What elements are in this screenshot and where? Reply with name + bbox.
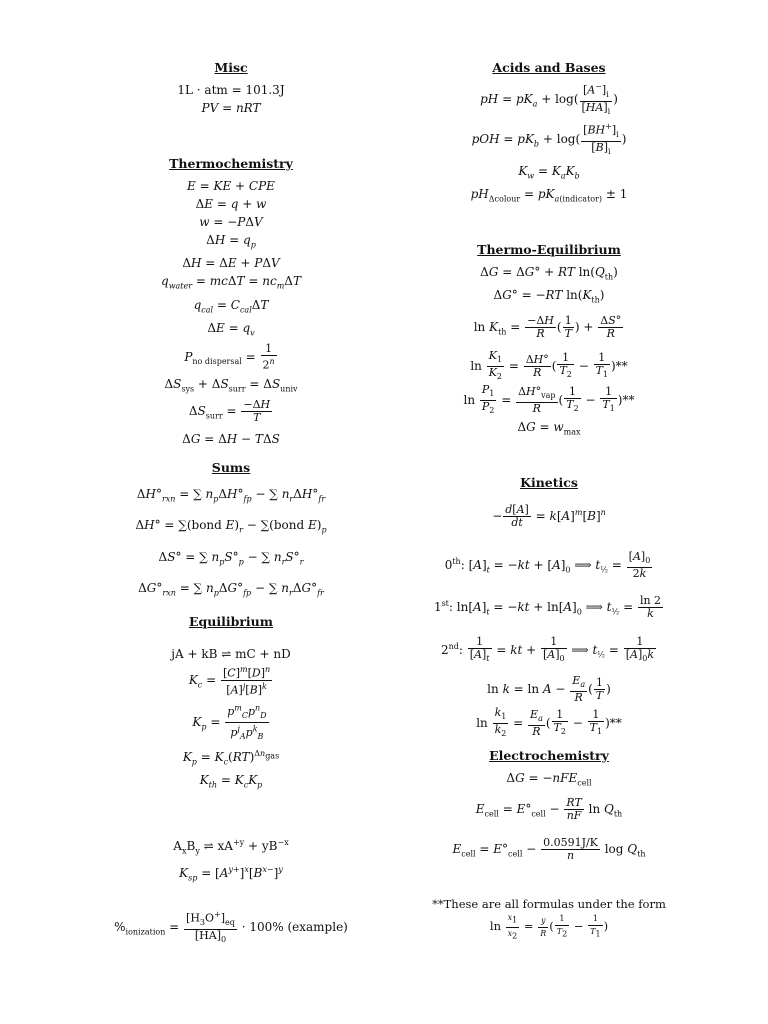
formula-ksp: $K_{sp} = [A^{y+}]^x[B^{x-}]^y$ <box>179 864 283 883</box>
formula-ph-colour: $pH_{\Delta colour} = pK_{a(indicator)} \pm 1$ <box>470 187 628 204</box>
acids-bases-section <box>384 60 714 209</box>
footnote-text: **These are all formulas under the form <box>432 897 666 911</box>
sums-header: Sums <box>211 460 251 475</box>
formula-ln-kth: $\ln K_{th}$ = $\frac{-\Delta H}{R}$ ( $\frac{1}{T}$ ) + $\frac{\Delta S^\circ}{R}$ <box>473 313 622 340</box>
formula-poh: pOH = $pK_b + \log$( $\frac{[BH^+]_i}{[B]_i}$ ) <box>471 122 627 157</box>
formula-kp: $K_p$ = $\frac{p^m_Cp^n_D}{p^j_Ap^k_B}$ <box>192 703 267 742</box>
formula-nernst: $E_{cell} = E^\circ_{cell}$ − $\frac{RT}{nF}$ $\ln Q_{th}$ <box>475 796 623 823</box>
formula-wmax: $\Delta G = w_{max}$ <box>517 419 581 436</box>
formula-rate-law: − $\frac{d[A]}{dt}$ = $k[A]^m[B]^n$ <box>492 503 606 529</box>
formula-p-no-dispersal: $P_{no dispersal}$ = $\frac{1}{2^n}$ <box>184 341 275 372</box>
formula-clausius: ln $\frac{P_1}{P_2}$ = $\frac{\Delta H^\circ_{vap}}{R}$ ( $\frac{1}{T_2}$ − $\frac{1}{T_1}$ )** <box>463 383 635 416</box>
formula-delta-g-k: ΔG° = −RT $\ln(K_{th})$ <box>493 288 605 305</box>
footnote-section <box>384 896 714 942</box>
electrochemistry-header: Electrochemistry <box>489 748 609 763</box>
kinetics-header: Kinetics <box>520 475 578 490</box>
formula-delta-h: ΔH = ΔE + PΔV <box>182 256 280 271</box>
formula-vant-hoff: ln $\frac{K_1}{K_2}$ = $\frac{\Delta H^\circ}{R}$ ( $\frac{1}{T_2}$ − $\frac{1}{T_1}$ )** <box>470 348 628 382</box>
thermo-equilibrium-header: Thermo-Equilibrium <box>477 242 621 257</box>
formula-sum-gibbs: $\Delta G^\circ_{rxn}$ = ∑ $n_p\Delta G^\circ_{fp}$ − ∑ $n_r\Delta G^\circ_{fr}$ <box>138 581 324 598</box>
misc-header: Misc <box>214 60 248 75</box>
formula-first-order: 1st: $\ln[A]_t = -kt + \ln[A]_0$ ⟹ $t_{\frac{1}{2}}$ = $\frac{\ln 2}{k}$ <box>433 594 662 621</box>
formula-q-water: $q_{water} = mc\Delta T = nc_m\Delta T$ <box>161 274 301 291</box>
equilibrium-section <box>66 614 396 950</box>
formula-energy: E = KE + CPE <box>187 179 275 193</box>
formula-kw: $K_w = K_aK_b$ <box>518 163 580 181</box>
thermo-equilibrium-section <box>384 242 714 441</box>
formula-q-cal: $q_{cal} = C_{cal}\Delta T$ <box>193 297 269 315</box>
misc-section <box>66 60 396 117</box>
formula-ph: pH = $pK_a + \log$( $\frac{[A^-]_i}{[HA]_i}$ ) <box>480 82 618 117</box>
formula-kp-kc: $K_p = K_c(RT)^{\Delta n_{gas}}$ <box>182 748 280 767</box>
formula-sum-enthalpy: $\Delta H^\circ_{rxn}$ = ∑ $n_p\Delta H^\circ_{fp}$ − ∑ $n_r\Delta H^\circ_{fr}$ <box>136 487 326 504</box>
formula-arrhenius-ratio: ln $\frac{k_1}{k_2}$ = $\frac{E_a}{R}$ ( $\frac{1}{T_2}$ − $\frac{1}{T_1}$ )** <box>476 705 622 739</box>
formula-sum-entropy: ΔS° = ∑ $n_pS^\circ_p$ − ∑ $n_rS^\circ_r$ <box>158 549 304 567</box>
thermochemistry-section <box>66 156 396 448</box>
formula-reaction: jA + kB ⇌ mC + nD <box>171 647 291 661</box>
formula-second-order: 2nd: $\frac{1}{[A]_t}$ = kt + $\frac{1}{[A]_0}$ ⟹ $t_{\frac{1}{2}}$ = $\frac{1}{[A]_0k}$ <box>440 634 655 663</box>
thermochemistry-header: Thermochemistry <box>169 156 293 171</box>
acids-bases-header: Acids and Bases <box>492 60 606 75</box>
formula-ionization: $\%_{ionization}$ = $\frac{[H_3O^+]_{eq}}{[HA]_0}$ · 100% (example) <box>114 910 348 945</box>
formula-kth: $K_{th} = K_cK_p$ <box>199 773 263 790</box>
footnote-formula: ln $\frac{x_1}{x_2}$ = $\frac{y}{R}$ ( $\frac{1}{T_2}$ − $\frac{1}{T_1}$ ) <box>489 913 609 941</box>
formula-delta-g-q: ΔG = ΔG° + RT $\ln(Q_{th})$ <box>480 265 618 282</box>
sums-section <box>66 460 396 607</box>
formula-zeroth-order: 0th: $[A]_t = -kt + [A]_0$ ⟹ $t_{\frac{1}{2}}$ = $\frac{[A]_0}{2k}$ <box>444 549 651 581</box>
formula-entropy-surr: $\Delta S_{surr}$ = $\frac{-\Delta H}{T}$ <box>188 398 271 425</box>
formula-arrhenius: ln k = ln A − $\frac{E_a}{R}$ ( $\frac{1}{T}$ ) <box>487 674 611 705</box>
equilibrium-header: Equilibrium <box>189 614 273 629</box>
formula-nernst-log: $E_{cell} = E^\circ_{cell}$ − $\frac{0.0591J/K}{n}$ $\log Q_{th}$ <box>452 835 646 862</box>
formula-ideal-gas: PV = nRT <box>201 101 261 115</box>
formula-atm: 1L · atm = 101.3J <box>177 83 285 97</box>
formula-work: w = −PΔV <box>199 215 263 229</box>
formula-delta-e: ΔE = q + w <box>195 197 267 211</box>
electrochemistry-section <box>384 748 714 871</box>
formula-delta-h-qp: $\Delta H = q_p$ <box>206 233 256 250</box>
formula-dissolution: $A_xB_y$ ⇌ $xA^{+y} + yB^{-x}$ <box>173 838 289 856</box>
formula-entropy-univ: $\Delta S_{sys} + \Delta S_{surr} = \Delta S_{univ}$ <box>164 376 298 394</box>
formula-sum-bond: ΔH° = ∑(bond $E)_r$ − ∑(bond $E)_p$ <box>135 518 327 535</box>
formula-delta-e-qv: $\Delta E = q_v$ <box>207 321 255 338</box>
kinetics-section <box>384 475 714 740</box>
formula-delta-g-nfe: ΔG = −nFE$_{cell}$ <box>506 771 592 788</box>
formula-gibbs: ΔG = ΔH − TΔS <box>182 431 280 446</box>
formula-kc: $K_c$ = $\frac{[C]^m[D]^n}{[A]^j[B]^k}$ <box>188 665 271 697</box>
